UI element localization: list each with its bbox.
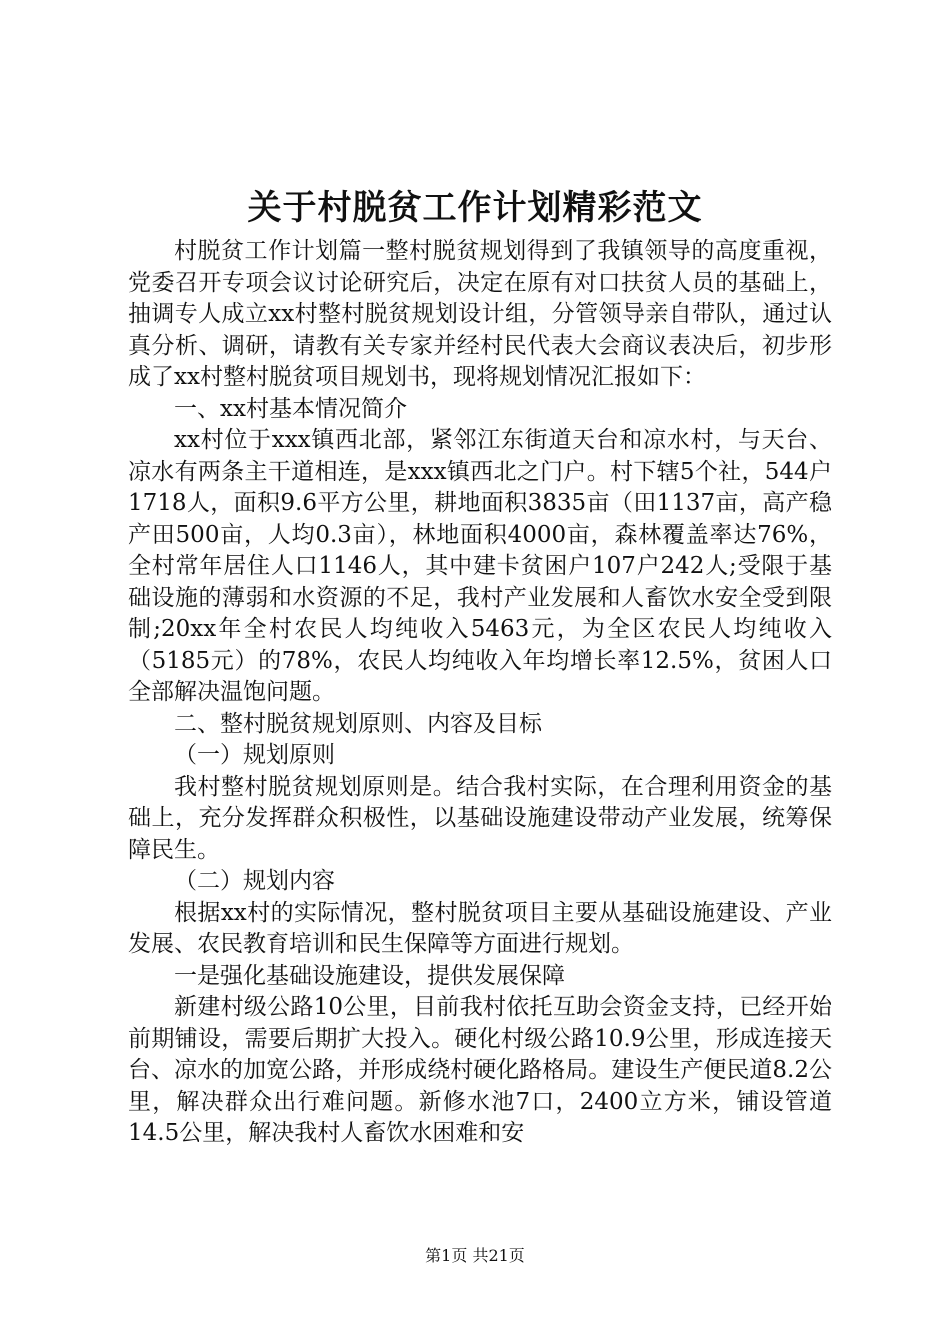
paragraph-content: 根据xx村的实际情况，整村脱贫项目主要从基础设施建设、产业发展、农民教育培训和民生保障等方面进行规划。: [128, 899, 832, 957]
document-body: [128, 236, 832, 1150]
paragraph-infrastructure: 新建村级公路10公里，目前我村依托互助会资金支持，已经开始前期铺设，需要后期扩大投入。硬化村级公路10.9公里，形成连接天台、凉水的加宽公路，并形成绕村硬化路格局。建设生产便民道8.2公里，解决群众出行难问题。新修水池7口，2400立方米，铺设管道14.5公里，解决我村人畜饮水困难和安: [128, 994, 832, 1146]
paragraph-village-overview: xx村位于xxx镇西北部，紧邻江东街道天台和凉水村，与天台、凉水有两条主干道相连，是xxx镇西北之门户。村下辖5个社，544户1718人，面积9.6平方公里，耕地面积3835亩（田1137亩，高产稳产田500亩，人均0.3亩），林地面积4000亩，森林覆盖率达76%，全村常年居住人口1146人，其中建卡贫困户107户242人;受限于基础设施的薄弱和水资源的不足，我村产业发展和人畜饮水安全受到限制;20xx年全村农民人均纯收入5463元，为全区农民人均纯收入（5185元）的78%，农民人均纯收入年均增长率12.5%，贫困人口全部解决温饱问题。: [128, 427, 832, 705]
paragraph-intro: 村脱贫工作计划篇一整村脱贫规划得到了我镇领导的高度重视，党委召开专项会议讨论研究后，决定在原有对口扶贫人员的基础上，抽调专人成立xx村整村脱贫规划设计组，分管领导亲自带队，通过认真分析、调研，请教有关专家并经村民代表大会商议表决后，初步形成了xx村整村脱贫项目规划书，现将规划情况汇报如下：: [128, 238, 832, 390]
heading-section-2: 二、整村脱贫规划原则、内容及目标: [174, 710, 542, 737]
heading-section-1: 一、xx村基本情况简介: [174, 395, 407, 422]
page-footer: 第1页 共21页: [425, 1246, 525, 1265]
paragraph-principles: 我村整村脱贫规划原则是。结合我村实际，在合理利用资金的基础上，充分发挥群众积极性，以基础设施建设带动产业发展，统筹保障民生。: [128, 773, 832, 863]
subheading-content: （二）规划内容: [174, 868, 335, 894]
document-title: 关于村脱贫工作计划精彩范文: [247, 188, 703, 228]
subheading-infrastructure: 一是强化基础设施建设，提供发展保障: [174, 962, 565, 989]
subheading-principles: （一）规划原则: [174, 742, 335, 768]
